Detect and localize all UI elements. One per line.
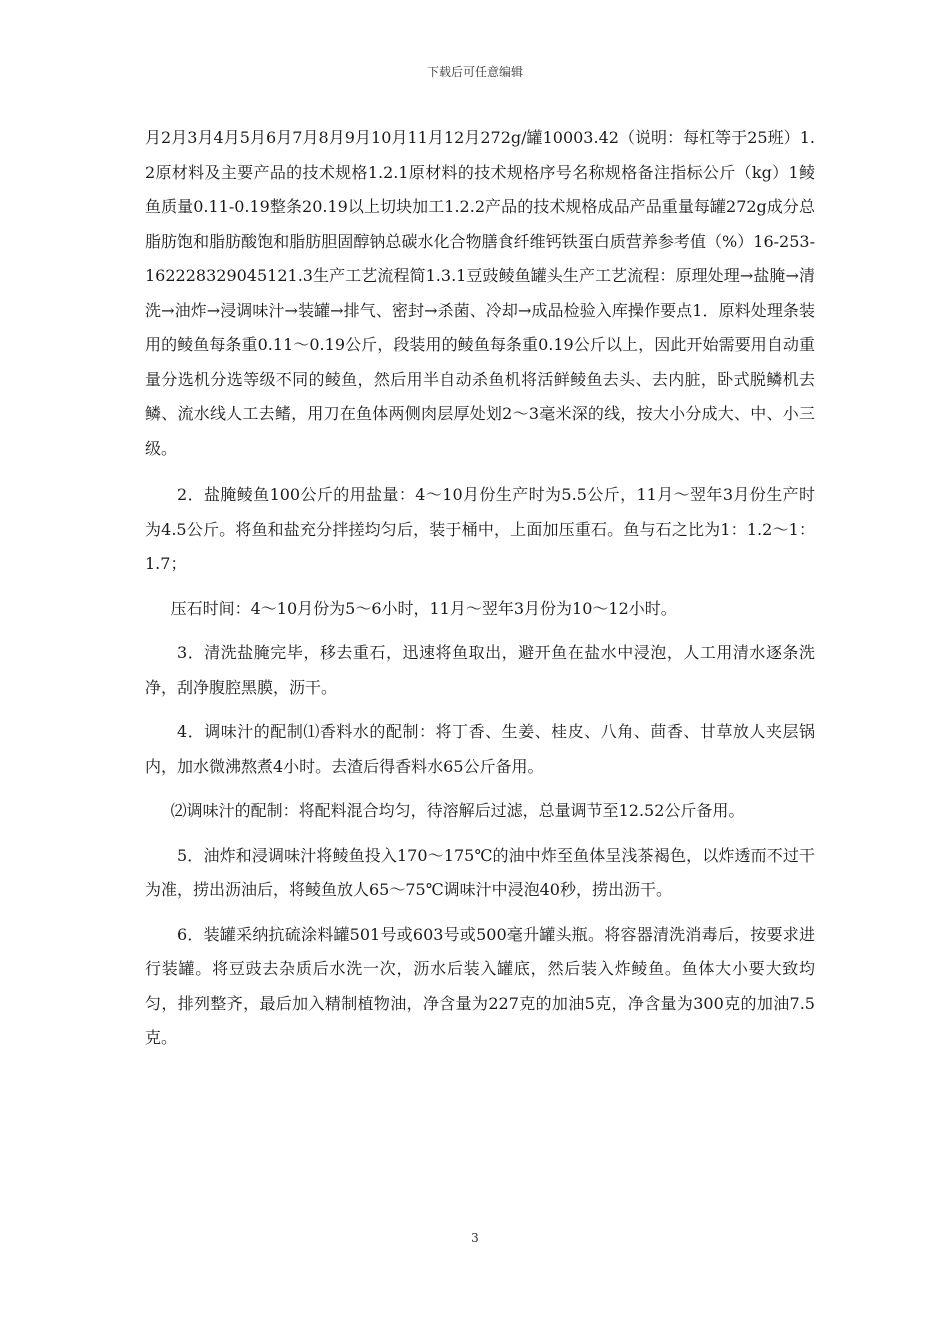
paragraph-pressing-time: 压石时间：4～10月份为5～6小时，11月～翌年3月份为10～12小时。 bbox=[170, 598, 677, 618]
body-text bbox=[145, 121, 815, 1056]
page-number: 3 bbox=[471, 1231, 479, 1245]
paragraph-step-4-seasoning: 4．调味汁的配制⑴香料水的配制：将丁香、生姜、桂皮、八角、茴香、甘草放人夹层锅内，加水微沸熬煮4小时。去渣后得香料水65公斤备用。 bbox=[145, 722, 815, 776]
paragraph-step-2-salting: 2．盐腌鲮鱼100公斤的用盐量：4～10月份生产时为5.5公斤，11月～翌年3月份生产时为4.5公斤。将鱼和盐充分拌搓均匀后，装于桶中，上面加压重石。鱼与石之比为1：1.2～1：1.7； bbox=[145, 485, 815, 573]
paragraph-step-3-cleaning: 3．清洗盐腌完毕，移去重石，迅速将鱼取出，避开鱼在盐水中浸泡，人工用清水逐条洗净，刮净腹腔黑膜，沥干。 bbox=[145, 643, 815, 697]
paragraph-specs-and-step-1: 月2月3月4月5月6月7月8月9月10月11月12月272g/罐10003.42（说明：每杠等于25班）1.2原材料及主要产品的技术规格1.2.1原材料的技术规格序号名称规格备注指标公斤（kg）1鲮鱼质量0.11-0.19整条20.19以上切块加工1.2.2产品的技术规格成品产品重量每罐272g成分总脂肪饱和脂肪酸饱和脂肪胆固醇钠总碳水化合物膳食纤维钙铁蛋白质营养参考值（%）16-253-162228329045121.3生产工艺流程简1.3.1豆豉鲮鱼罐头生产工艺流程：原理处理→盐腌→清洗→油炸→浸调味汁→装罐→排气、密封→杀菌、冷却→成品检验入库操作要点1．原料处理条装用的鲮鱼每条重0.11～0.19公斤，段装用的鲮鱼每条重0.19公斤以上，因此开始需要用自动重量分选机分选等级不同的鲮鱼，然后用半自动杀鱼机将活鲜鲮鱼去头、去内脏，卧式脱鳞机去鳞、流水线人工去鳍，用刀在鱼体两侧肉层厚处划2～3毫米深的线，按大小分成大、中、小三级。 bbox=[145, 128, 815, 458]
paragraph-step-6-canning: 6．装罐采纳抗硫涂料罐501号或603号或500毫升罐头瓶。将容器清洗消毒后，按要求进行装罐。将豆豉去杂质后水洗一次，沥水后装入罐底，然后装入炸鲮鱼。鱼体大小要大致均匀，排列整齐，最后加入精制植物油，净含量为227克的加油5克，净含量为300克的加油7.5克。 bbox=[145, 924, 815, 1047]
paragraph-step-5-frying: 5．油炸和浸调味汁将鲮鱼投入170～175℃的油中炸至鱼体呈浅茶褐色，以炸透而不过干为准，捞出沥油后，将鲮鱼放人65～75℃调味汁中浸泡40秒，捞出沥干。 bbox=[145, 845, 815, 899]
paragraph-step-4-sauce: ⑵调味汁的配制：将配料混合均匀，待溶解后过滤，总量调节至12.52公斤备用。 bbox=[170, 801, 745, 820]
page-header: 下载后可任意编辑 bbox=[426, 65, 523, 79]
